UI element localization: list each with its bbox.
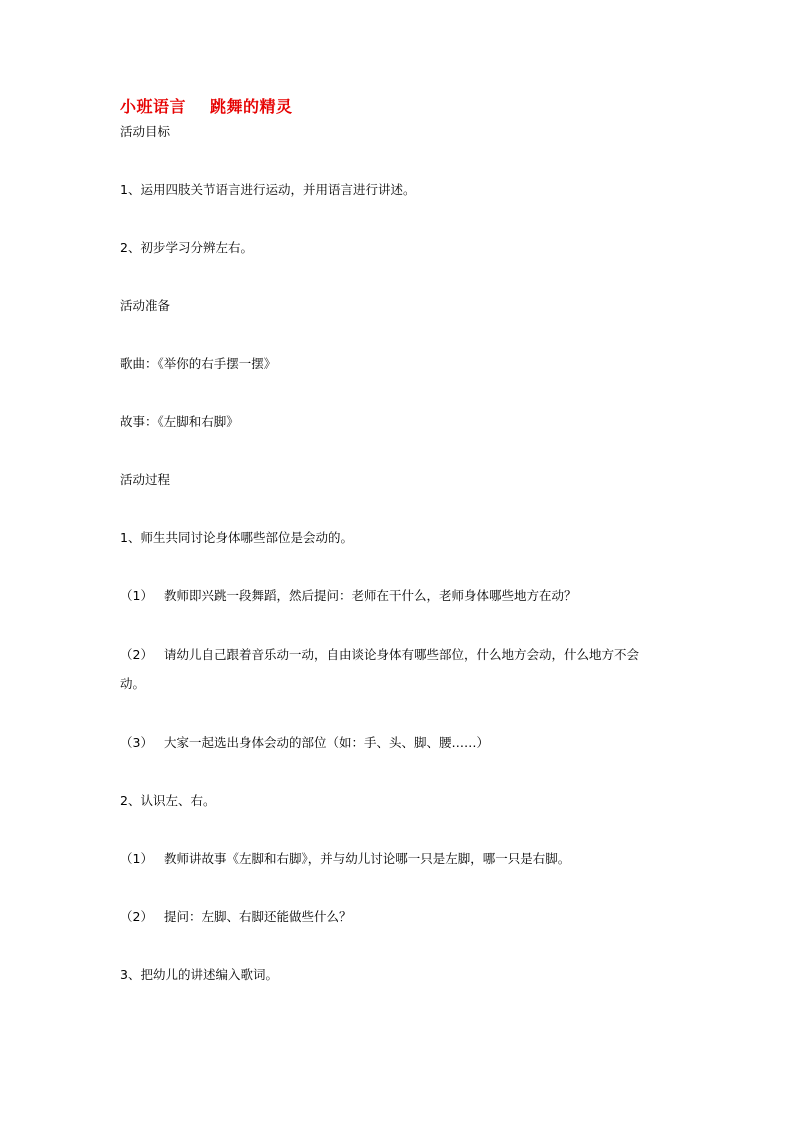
substep-number: （1） [120, 588, 153, 603]
section-heading-process: 活动过程 [120, 472, 171, 487]
process-substep-1-1 [120, 586, 577, 606]
substep-text: 提问：左脚、右脚还能做些什么？ [164, 909, 352, 924]
document-title [120, 94, 293, 117]
process-substep-2-2 [120, 907, 352, 927]
process-step-1: 1、师生共同讨论身体哪些部位是会动的。 [120, 530, 353, 545]
title-name: 跳舞的精灵 [210, 97, 293, 116]
process-step-2: 2、认识左、右。 [120, 793, 216, 808]
substep-text: 大家一起选出身体会动的部位（如：手、头、脚、腰……） [164, 735, 490, 750]
substep-number: （1） [120, 851, 153, 866]
process-step-3: 3、把幼儿的讲述编入歌词。 [120, 967, 278, 982]
substep-number: （2） [120, 909, 153, 924]
process-substep-1-3 [120, 733, 489, 753]
substep-text: 教师讲故事《左脚和右脚》，并与幼儿讨论哪一只是左脚，哪一只是右脚。 [164, 851, 571, 866]
process-substep-2-1 [120, 849, 570, 869]
substep-number: （2） [120, 647, 153, 662]
substep-text: 请幼儿自己跟着音乐动一动，自由谈论身体有哪些部位，什么地方会动，什么地方不会 [164, 647, 640, 662]
substep-number: （3） [120, 735, 153, 750]
goal-item-1: 1、运用四肢关节语言进行运动，并用语言进行讲述。 [120, 182, 416, 197]
substep-text-continued: 动。 [120, 676, 146, 691]
prep-item-story: 故事：《左脚和右脚》 [120, 414, 239, 429]
process-substep-1-2 [120, 640, 680, 698]
prep-item-song: 歌曲：《举你的右手摆一摆》 [120, 356, 277, 371]
section-heading-preparation: 活动准备 [120, 298, 171, 313]
substep-text: 教师即兴跳一段舞蹈，然后提问：老师在干什么，老师身体哪些地方在动？ [164, 588, 577, 603]
title-category: 小班语言 [120, 97, 187, 116]
goal-item-2: 2、初步学习分辨左右。 [120, 240, 253, 255]
section-heading-goals: 活动目标 [120, 124, 171, 139]
